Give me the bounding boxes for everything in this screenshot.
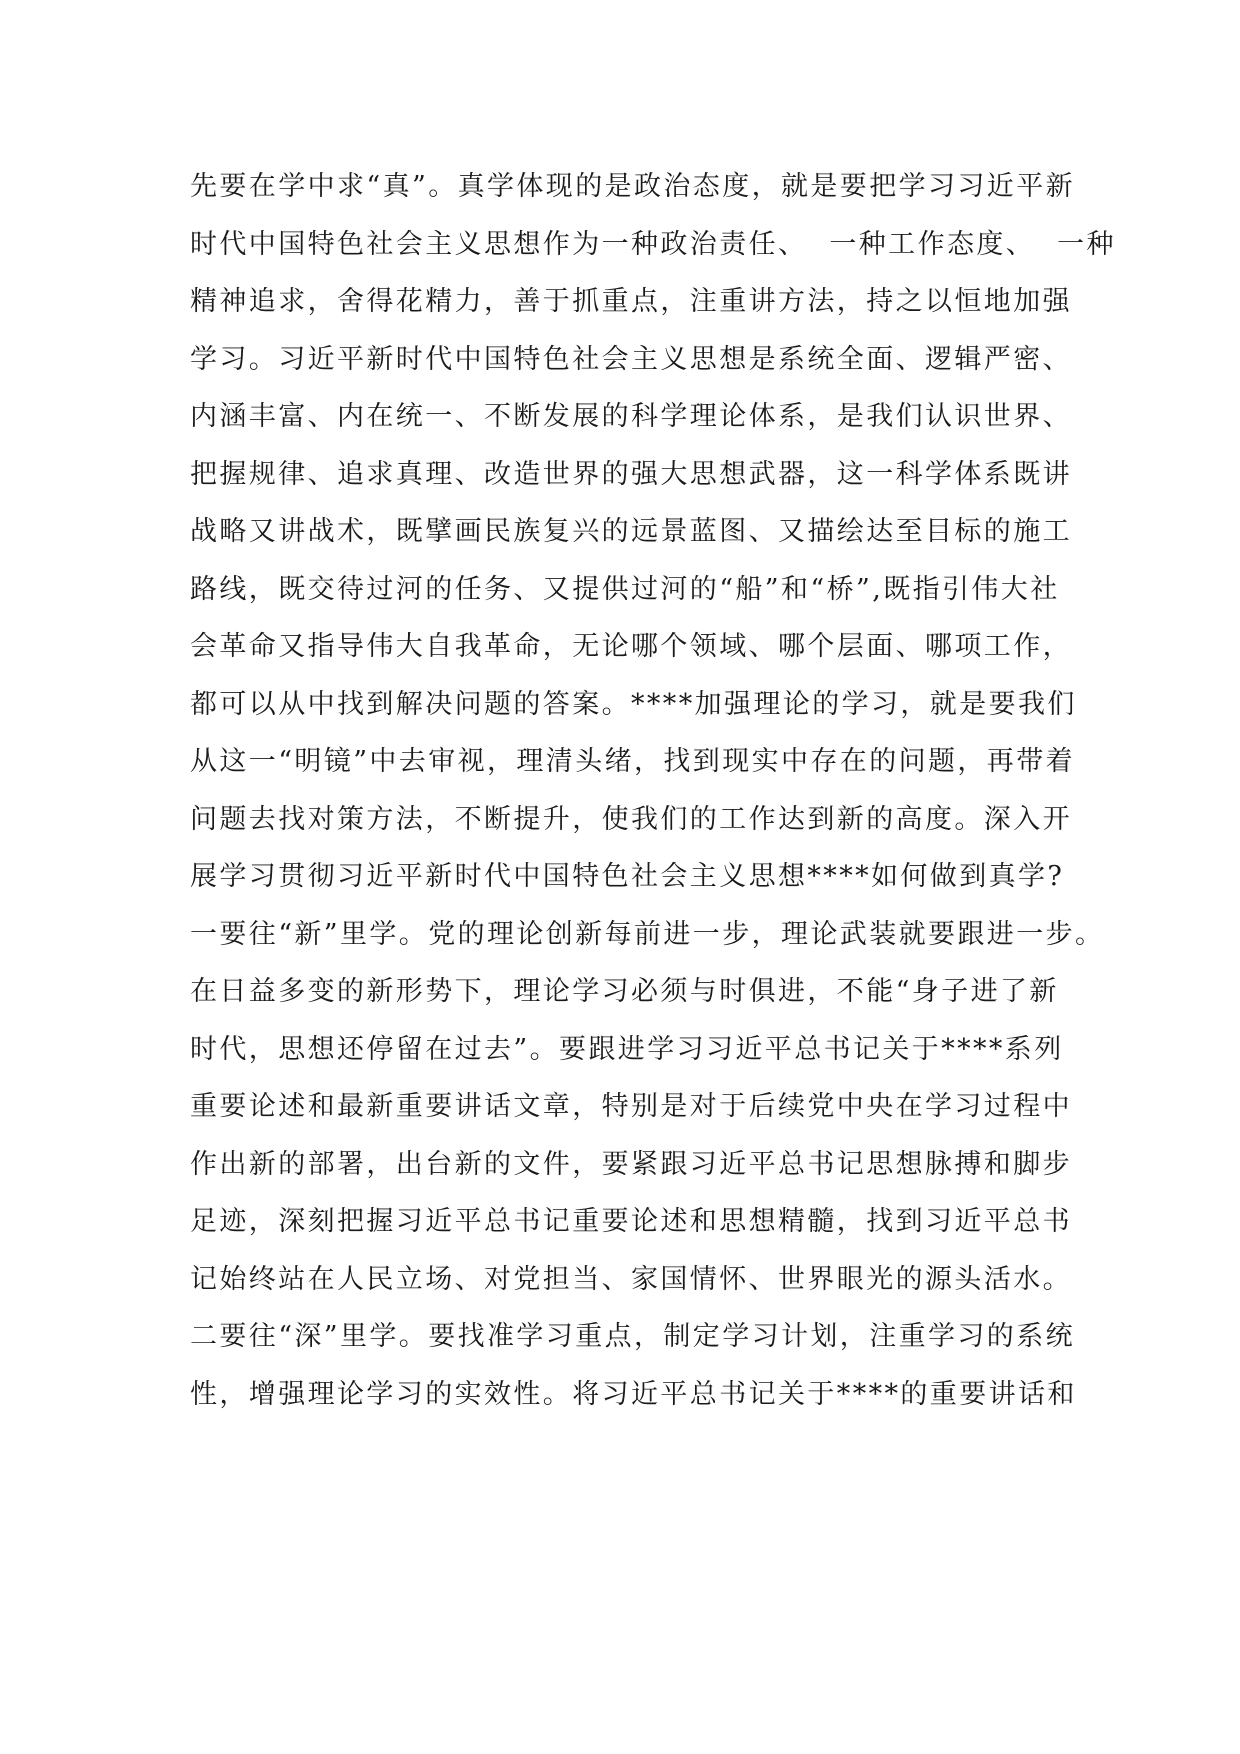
text-line: 把握规律、追求真理、改造世界的强大思想武器，这一科学体系既讲 [190, 458, 1072, 490]
text-line: 路线，既交待过河的任务、又提供过河的“船”和“桥”,既指引伟大社 [190, 573, 1060, 605]
text-line: 从这一“明镜”中去审视，理清头绪，找到现实中存在的问题，再带着 [190, 746, 1076, 777]
text-line: 重要论述和最新重要讲话文章，特别是对于后续党中央在学习过程中 [190, 1091, 1072, 1122]
text-line: 先要在学中求“真”。真学体现的是政治态度，就是要把学习习近平新 [190, 171, 1076, 202]
text-line: 在日益多变的新形势下，理论学习必须与时俱进，不能“身子进了新 [190, 976, 1059, 1007]
body-text [190, 158, 1116, 1423]
text-line: 问题去找对策方法，不断提升，使我们的工作达到新的高度。深入开 [190, 803, 1072, 835]
text-line: 足迹，深刻把握习近平总书记重要论述和思想精髓，找到习近平总书 [190, 1206, 1072, 1237]
text-line: 精神追求，舍得花精力，善于抓重点，注重讲方法，持之以恒地加强 [190, 286, 1072, 317]
text-line: 展学习贯彻习近平新时代中国特色社会主义思想****如何做到真学? [190, 861, 1065, 892]
text-line: 内涵丰富、内在统一、不断发展的科学理论体系，是我们认识世界、 [190, 401, 1072, 432]
text-line: 二要往“深”里学。要找准学习重点，制定学习计划，注重学习的系统 [190, 1321, 1076, 1352]
text-line: 一要往“新”里学。党的理论创新每前进一步，理论武装就要跟进一步。 [190, 918, 1105, 950]
text-line: 都可以从中找到解决问题的答案。****加强理论的学习，就是要我们 [190, 688, 1077, 720]
text-line: 会革命又指导伟大自我革命，无论哪个领域、哪个层面、哪项工作， [190, 631, 1072, 662]
text-line: 战略又讲战术，既擘画民族复兴的远景蓝图、又描绘达至目标的施工 [190, 516, 1072, 547]
text-line: 时代，思想还停留在过去”。要跟进学习习近平总书记关于****系列 [190, 1033, 1064, 1065]
text-line: 性，增强理论学习的实效性。将习近平总书记关于****的重要讲话和 [190, 1378, 1077, 1410]
text-line: 时代中国特色社会主义思想作为一种政治责任、 一种工作态度、 一种 [190, 228, 1116, 260]
text-line: 作出新的部署，出台新的文件，要紧跟习近平总书记思想脉搏和脚步 [190, 1148, 1072, 1180]
text-line: 学习。习近平新时代中国特色社会主义思想是系统全面、逻辑严密、 [190, 343, 1072, 375]
text-line: 记始终站在人民立场、对党担当、家国情怀、世界眼光的源头活水。 [190, 1263, 1072, 1295]
